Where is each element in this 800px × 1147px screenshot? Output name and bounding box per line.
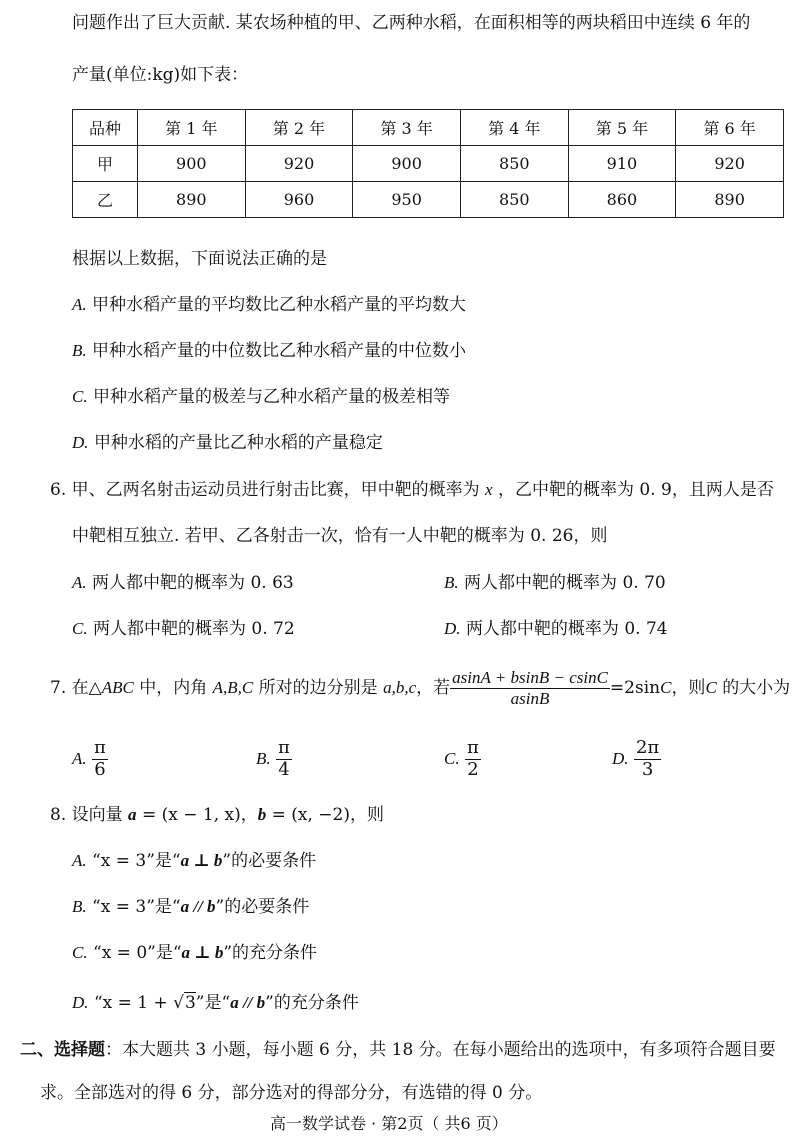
intro-line-1: 问题作出了巨大贡献. 某农场种植的甲、乙两种水稻，在面积相等的两块稻田中连续 6 年的 (72, 13, 751, 33)
option-fraction (92, 738, 108, 780)
q7-option-d (612, 737, 661, 781)
fraction-numerator: π (94, 737, 106, 759)
option-letter: C. (72, 619, 88, 638)
q7-option-c (444, 737, 481, 781)
q7-stem-text: 中，内角 (139, 678, 208, 698)
question-number: 6. (50, 480, 67, 500)
table-cell: 890 (138, 182, 246, 218)
table-cell: 910 (568, 146, 676, 182)
q7-stem (50, 666, 790, 710)
vector-relation: a // b (230, 993, 266, 1012)
q7-option-a (72, 737, 108, 781)
q8-option-a (72, 849, 316, 873)
table-cell: 乙 (73, 182, 138, 218)
table-cell: 960 (245, 182, 353, 218)
option-text: 两人都中靶的概率为 0. 70 (464, 573, 666, 593)
side-labels: a,b,c (383, 678, 417, 697)
vector-a: a (128, 805, 137, 824)
table-header-cell: 第 5 年 (568, 110, 676, 146)
section-heading: 二、选择题 (20, 1040, 105, 1060)
q6-stem-text: ，乙中靶的概率为 0. 9，且两人是否 (498, 480, 774, 500)
option-letter: D. (444, 619, 461, 638)
vector-relation: a // b (180, 897, 216, 916)
fraction-numerator: 2π (635, 737, 660, 759)
option-letter: D. (72, 433, 89, 452)
table-header-cell: 第 4 年 (460, 110, 568, 146)
fraction-denominator: 4 (278, 759, 290, 780)
option-letter: D. (72, 993, 89, 1012)
q8-stem-text: = (x, −2)，则 (271, 805, 384, 825)
variable-x: x (485, 480, 493, 499)
option-letter: A. (72, 749, 87, 768)
table-cell: 900 (353, 146, 461, 182)
table-row (73, 146, 784, 182)
option-letter: B. (444, 573, 459, 592)
option-letter: C. (72, 943, 88, 962)
table-header-cell: 第 3 年 (353, 110, 461, 146)
q5-option-c (72, 385, 450, 409)
question-number: 8. (50, 805, 67, 825)
table-cell: 890 (676, 182, 784, 218)
table-header-cell: 第 6 年 (676, 110, 784, 146)
variable-c: C (705, 678, 717, 697)
option-letter: B. (72, 341, 87, 360)
table-cell: 950 (353, 182, 461, 218)
option-text: ”的充分条件 (223, 943, 318, 963)
option-letter: B. (256, 749, 271, 768)
q5-option-d (72, 431, 383, 455)
option-text: 两人都中靶的概率为 0. 72 (93, 619, 295, 639)
q6-stem-line-2: 中靶相互独立. 若甲、乙各射击一次，恰有一人中靶的概率为 0. 26，则 (72, 526, 608, 546)
table-cell: 850 (460, 146, 568, 182)
fraction-numerator: π (467, 737, 479, 759)
table-cell: 900 (138, 146, 246, 182)
question-number: 7. (50, 678, 67, 698)
fraction-denominator: asinB (510, 689, 550, 708)
option-letter: D. (612, 749, 629, 768)
q5-option-b (72, 339, 466, 363)
table-header-cell: 品种 (73, 110, 138, 146)
option-text: “x = 1 + √ (93, 993, 184, 1013)
option-letter: A. (72, 295, 87, 314)
option-fraction (634, 738, 661, 780)
q7-stem-text: 所对的边分别是 (258, 678, 378, 698)
q5-option-a (72, 293, 466, 317)
option-letter: B. (72, 897, 87, 916)
option-text: “x = 3”是“ (92, 851, 181, 871)
table-header-row (73, 110, 784, 146)
option-fraction (276, 738, 292, 780)
option-text: ”的充分条件 (265, 993, 359, 1013)
fraction-denominator: 6 (94, 759, 106, 780)
fraction-denominator: 3 (641, 759, 654, 780)
q7-stem-text: 的大小为 (722, 678, 791, 698)
option-letter: A. (72, 851, 87, 870)
option-text: 甲种水稻产量的极差与乙种水稻产量的极差相等 (93, 387, 450, 407)
q6-stem-text: 甲、乙两名射击运动员进行射击比赛，甲中靶的概率为 (71, 480, 480, 500)
section2-line-1 (20, 1038, 776, 1062)
option-text: ”的必要条件 (222, 851, 317, 871)
q6-option-b (444, 571, 666, 595)
radicand: 3 (184, 993, 196, 1013)
option-text: 甲种水稻的产量比乙种水稻的产量稳定 (93, 433, 383, 453)
option-text: “x = 3”是“ (92, 897, 181, 917)
variable-c: C (660, 678, 672, 697)
q6-option-a (72, 571, 294, 595)
q5-stem: 根据以上数据，下面说法正确的是 (72, 249, 327, 269)
option-text: ”是“ (195, 993, 231, 1013)
option-text: 甲种水稻产量的中位数比乙种水稻产量的中位数小 (92, 341, 467, 361)
fraction-denominator: 2 (467, 759, 479, 780)
q8-option-d (72, 991, 359, 1015)
yield-table (72, 109, 784, 218)
option-text: 甲种水稻产量的平均数比乙种水稻产量的平均数大 (92, 295, 467, 315)
q7-stem-text: ，若 (416, 678, 451, 698)
q7-stem-text: 在△ (71, 678, 102, 698)
section-text: ：本大题共 3 小题，每小题 6 分，共 18 分。在每小题给出的选项中，有多项符合题目要 (105, 1040, 776, 1060)
q8-stem-text: = (x − 1, x)， (141, 805, 258, 825)
page-footer: 高一数学试卷 · 第2页（ 共6 页） (270, 1114, 508, 1133)
table-row (73, 182, 784, 218)
q8-stem-text: 设向量 (71, 805, 123, 825)
q7-stem-text: =2sin (609, 678, 661, 698)
q8-option-b (72, 895, 309, 919)
q7-fraction (450, 668, 610, 708)
table-cell: 甲 (73, 146, 138, 182)
q7-stem-text: ，则 (671, 678, 706, 698)
table-cell: 920 (676, 146, 784, 182)
q6-option-c (72, 617, 295, 641)
table-header-cell: 第 2 年 (245, 110, 353, 146)
vector-relation: a ⊥ b (180, 851, 223, 870)
q6-option-d (444, 617, 668, 641)
option-text: “x = 0”是“ (93, 943, 182, 963)
fraction-numerator: π (278, 737, 290, 759)
table-header-cell: 第 1 年 (138, 110, 246, 146)
triangle-label: ABC (101, 678, 134, 697)
intro-line-2: 产量(单位:kg)如下表： (72, 65, 249, 85)
option-text: ”的必要条件 (215, 897, 310, 917)
option-text: 两人都中靶的概率为 0. 74 (465, 619, 668, 639)
angle-labels: A,B,C (212, 678, 254, 697)
table-cell: 850 (460, 182, 568, 218)
option-letter: C. (72, 387, 88, 406)
option-letter: C. (444, 749, 460, 768)
vector-b: b (257, 805, 267, 824)
q8-stem (50, 803, 384, 827)
table-cell: 920 (245, 146, 353, 182)
section2-line-2: 求。全部选对的得 6 分，部分选对的得部分分，有选错的得 0 分。 (40, 1083, 543, 1103)
vector-relation: a ⊥ b (181, 943, 224, 962)
q6-stem-line-1 (50, 478, 774, 502)
option-letter: A. (72, 573, 87, 592)
table-cell: 860 (568, 182, 676, 218)
fraction-numerator: asinA + bsinB − csinC (452, 668, 608, 688)
q7-option-b (256, 737, 292, 781)
option-text: 两人都中靶的概率为 0. 63 (92, 573, 294, 593)
q8-option-c (72, 941, 317, 965)
option-fraction (465, 738, 481, 780)
